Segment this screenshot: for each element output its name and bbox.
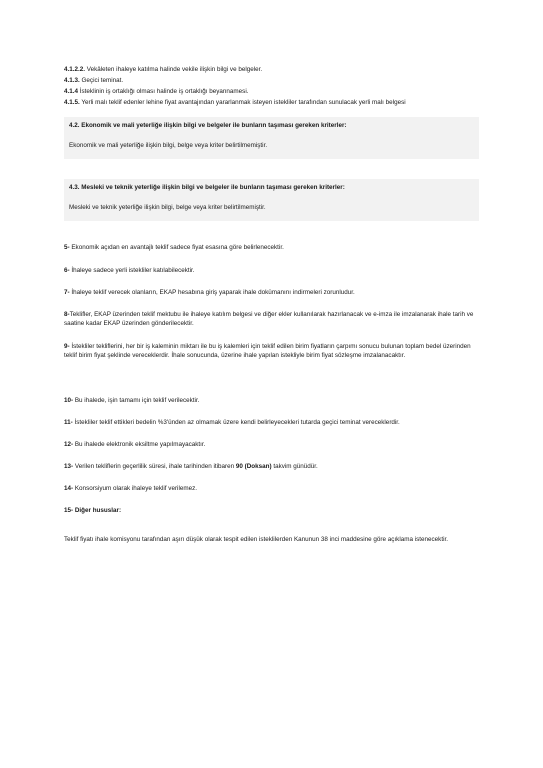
clause-8: 8-Teklifler, EKAP üzerinden teklif mektubu ile ihaleye katılım belgesi ve diğer ekler kullanılarak hazırlanacak ve e-imza ile imzalanarak ihale tarih ve saatine kadar EKAP üzerinden gönderilecektir. [64,311,474,328]
list-item: 4.1.4 İsteklinin iş ortaklığı olması halinde iş ortaklığı beyannamesi. [64,88,249,95]
list-item: 4.1.2.2. Vekâleten ihaleye katılma halinde vekile ilişkin bilgi ve belgeler. [64,66,263,73]
clause-11: 11- İstekliler teklif ettikleri bedelin %3'ünden az olmamak üzere kendi belirleyecekleri tutarda geçici teminat vereceklerdir. [64,419,400,426]
clause-15-heading: 15- Diğer hususlar: [64,507,122,514]
clause-10: 10- Bu ihalede, işin tamamı için teklif verilecektir. [64,397,200,404]
clause-9: 9- İstekliler tekliflerini, her bir iş kaleminin miktarı ile bu iş kalemleri için teklif edilen birim fiyatların çarpımı sonucu bulunan toplam bedel üzerinden teklif birim fiyat şeklinde vereceklerdir. İhale sonucunda, üzerine ihale yapılan istekliyle birim fiyat sözleşme imzalanacaktır. [64,343,471,360]
section-body: Ekonomik ve mali yeterliğe ilişkin bilgi, belge veya kriter belirtilmemiştir. [69,142,268,150]
list-item: 4.1.5. Yerli malı teklif edenler lehine fiyat avantajından yararlanmak isteyen istekliler tarafından sunulacak yerli malı belgesi [64,99,406,106]
clause-14: 14- Konsorsiyum olarak ihaleye teklif verilemez. [64,485,197,492]
section-heading: 4.3. Mesleki ve teknik yeterliğe ilişkin bilgi ve belgeler ile bunların taşıması gereken kriterler: [69,184,345,191]
section-body: Mesleki ve teknik yeterliğe ilişkin bilgi, belge veya kriter belirtilmemiştir. [69,204,266,212]
clause-6: 6- İhaleye sadece yerli istekliler katılabilecektir. [64,267,195,274]
clause-12: 12- Bu ihalede elektronik eksiltme yapılmayacaktır. [64,441,206,448]
requirements-list [64,65,494,109]
clause-5: 5- Ekonomik açıdan en avantajlı teklif sadece fiyat esasına göre belirlenecektir. [64,244,284,251]
economic-criteria-box [64,117,479,159]
technical-criteria-box [64,179,479,221]
list-item: 4.1.3. Geçici teminat. [64,77,124,84]
clause-7: 7- İhaleye teklif verecek olanların, EKAP hesabına giriş yaparak ihale dokümanını indirmeleri zorunludur. [64,289,355,296]
section-heading: 4.2. Ekonomik ve mali yeterliğe ilişkin bilgi ve belgeler ile bunların taşıması gereken kriterler: [69,122,347,129]
final-paragraph: Teklif fiyatı ihale komisyonu tarafından aşırı düşük olarak tespit edilen isteklilerden Kanunun 38 inci maddesine göre açıklama istenecektir. [64,536,448,543]
clause-13: 13- Verilen tekliflerin geçerlilik süresi, ihale tarihinden itibaren 90 (Doksan) takvim günüdür. [64,463,318,470]
